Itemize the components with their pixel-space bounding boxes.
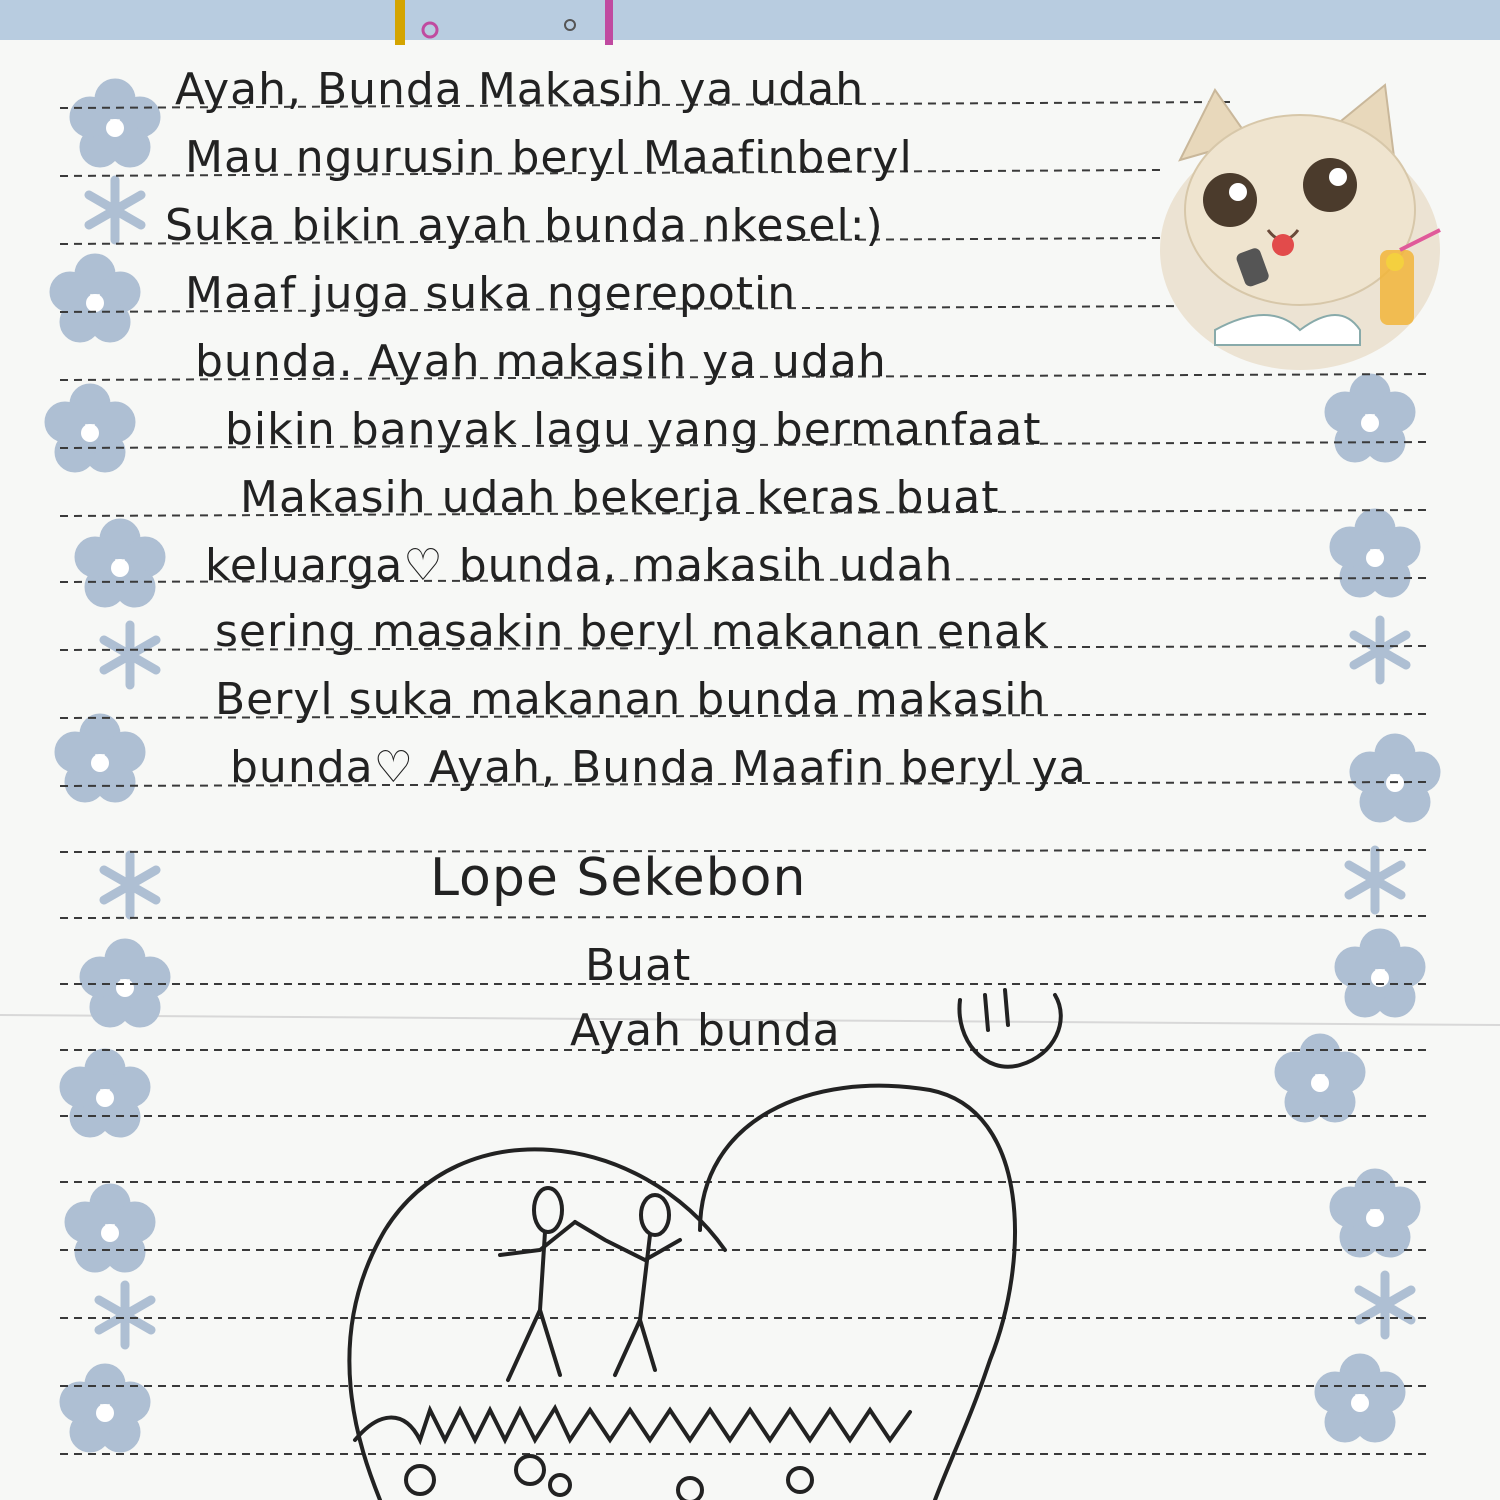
letter-line-7: Makasih udah bekerja keras buat	[240, 472, 1000, 523]
letter-line-3: Suka bikin ayah bunda nkesel:)	[165, 200, 884, 251]
letter-line-4: Maaf juga suka ngerepotin	[185, 268, 797, 319]
top-band	[0, 0, 1500, 40]
letter-line-2: Mau ngurusin beryl Maafinberyl	[185, 132, 913, 183]
to-name: Ayah bunda	[570, 1005, 841, 1056]
letter-line-1: Ayah, Bunda Makasih ya udah	[175, 64, 865, 115]
letter-line-6: bikin banyak lagu yang bermanfaat	[225, 404, 1042, 455]
letter-line-8: keluarga♡ bunda, makasih udah	[205, 540, 954, 591]
letter-line-9: sering masakin beryl makanan enak	[215, 606, 1049, 657]
closing-text: Lope Sekebon	[430, 848, 807, 908]
letter-line-5: bunda. Ayah makasih ya udah	[195, 336, 887, 387]
letter-line-10: Beryl suka makanan bunda makasih	[215, 674, 1047, 725]
to-label: Buat	[585, 940, 692, 991]
letter-line-11: bunda♡ Ayah, Bunda Maafin beryl ya	[230, 742, 1087, 793]
